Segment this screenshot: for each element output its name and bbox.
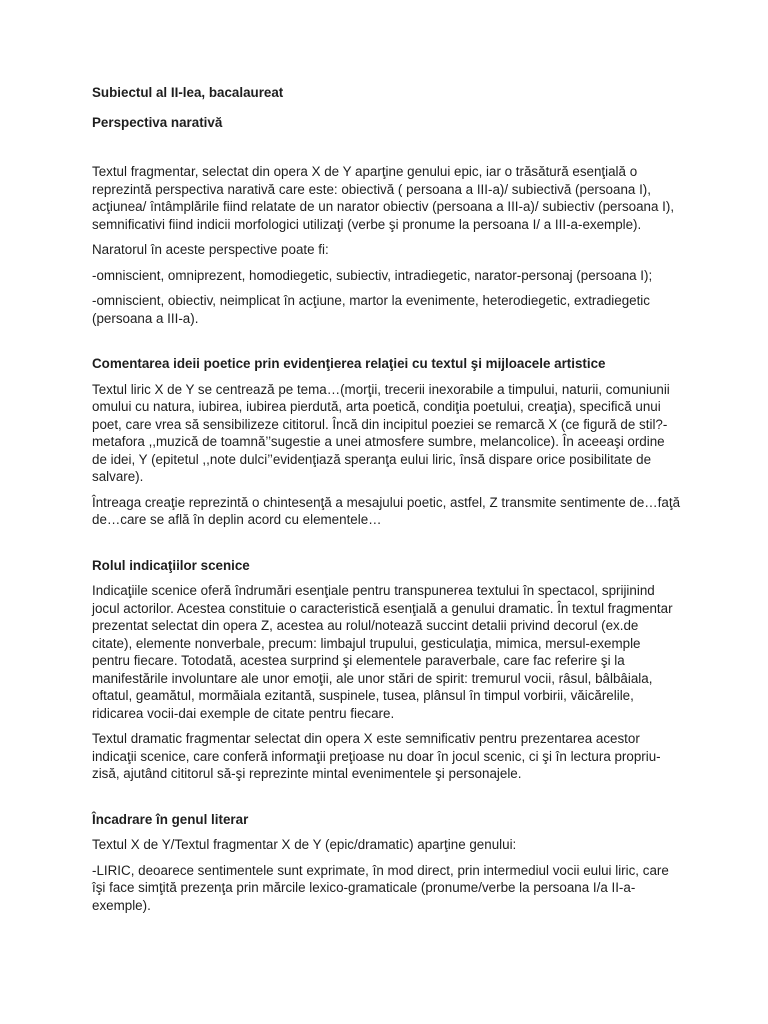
section-heading: Încadrare în genul literar <box>92 811 249 827</box>
document-subtitle: Perspectiva narativă <box>92 114 223 130</box>
paragraph: -omniscient, obiectiv, neimplicat în acţiune, martor la evenimente, heterodiegetic, extradiegetic (persoana a III-a). <box>92 293 650 326</box>
paragraph: Textul fragmentar, selectat din opera X de Y aparţine genului epic, iar o trăsătură esenţială o reprezintă perspectiva narativă care este: obiectivă ( persoana a III-a)/ subiectivă (persoana I), acţiunea/ întâmplările fiind relatate de un narator obiectiv (persoana a III-a)/ subiectiv (persoana I), semnificativi fiind indicii morfologici utilizaţi (verbe şi pronume la persoana I/ a III-a-exemple). <box>92 164 675 232</box>
paragraph: -omniscient, omniprezent, homodiegetic, subiectiv, intradiegetic, narator-personaj (persoana I); <box>92 267 653 283</box>
paragraph: Naratorul în aceste perspective poate fi: <box>92 242 329 257</box>
paragraph: Textul X de Y/Textul fragmentar X de Y (epic/dramatic) aparţine genului: <box>92 837 517 852</box>
section-heading: Comentarea ideii poetice prin evidenţierea relaţiei cu textul şi mijloacele artistice <box>92 356 606 371</box>
section-heading: Rolul indicaţiilor scenice <box>92 557 250 573</box>
section-narrative-perspective <box>92 163 682 327</box>
paragraph: Textul dramatic fragmentar selectat din opera X este semnificativ pentru prezentarea acestor indicaţii scenice, care conferă informaţii preţioase nu doar în jocul scenic, ci şi în lectura propriu-zisă, ajutând cititorul să-şi reprezinte mintal evenimentele şi personajele. <box>92 731 661 781</box>
section-stage-directions <box>92 557 682 783</box>
paragraph: Indicaţiile scenice oferă îndrumări esenţiale pentru transpunerea textului în spectacol, sprijinind jocul actorilor. Acestea constituie o caracteristică esenţială a genului dramatic. În textul fragmentar prezentat selectat din opera Z, acestea au rolul/notează succint detalii privind decorul (ex.de citate), elemente nonverbale, precum: limbajul trupului, gesticulaţia, mimica, mersul-exemple pentru fiecare. Totodată, acestea surprind şi elementele paraverbale, care fac referire şi la manifestările involuntare ale unor emoţii, ale unor stări de spirit: tremurul vocii, râsul, bâlbâiala, oftatul, geamătul, mormăiala ezitantă, suspinele, tusea, plânsul în timpul vorbirii, văicărelile, ridicarea vocii-dai exemple de citate pentru fiecare. <box>92 583 673 721</box>
paragraph: Textul liric X de Y se centrează pe tema…(morţii, trecerii inexorabile a timpului, naturii, comuniunii omului cu natura, iubirea, iubirea pierdută, arta poetică, condiţia poetului, creaţia), specifică unui poet, care vrea să sensibilizeze cititorul. Încă din incipitul poeziei se remarcă X (ce figură de stil?- metafora ,,muzică de toamnă’’sugestie a unei atmosfere sumbre, melancolice). În aceeaşi ordine de idei, Y (epitetul ,,note dulci’’evidenţiază speranţa eului liric, însă dispare orice posibilitate de salvare). <box>92 381 670 484</box>
paragraph: -LIRIC, deoarece sentimentele sunt exprimate, în mod direct, prin intermediul vocii eului liric, care îşi face simţită prezenţa prin mărcile lexico-gramaticale (pronume/verbe la persoana I/a II-a- exemple). <box>92 862 669 913</box>
paragraph: Întreaga creaţie reprezintă o chintesenţă a mesajului poetic, astfel, Z transmite sentimente de…faţă de…care se află în deplin acord cu elementele… <box>92 494 681 527</box>
section-poetic-idea <box>92 355 682 529</box>
section-literary-genre <box>92 811 682 915</box>
document-title: Subiectul al II-lea, bacalaureat <box>92 85 284 100</box>
